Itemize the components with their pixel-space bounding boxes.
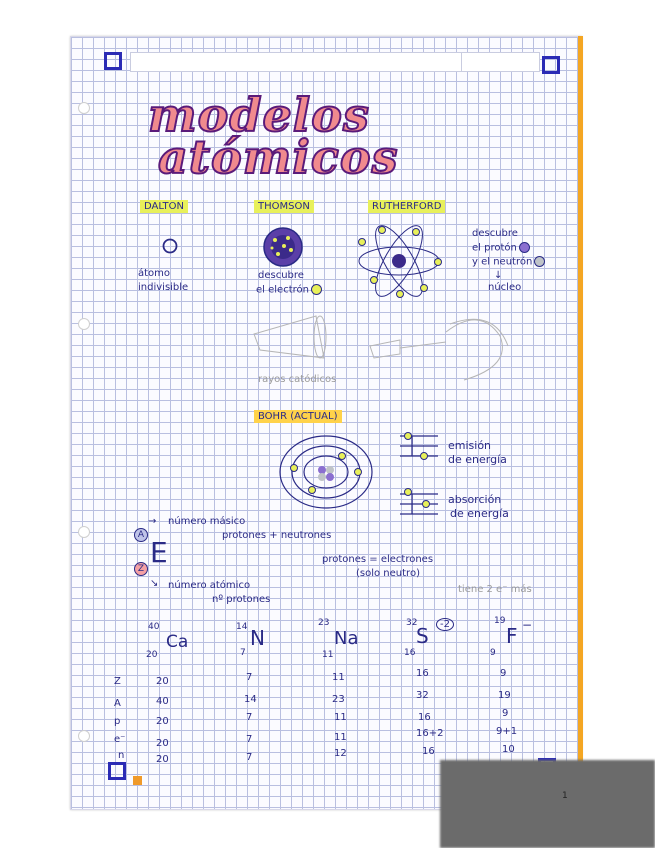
table-cell: 20 <box>156 716 169 727</box>
binder-hole <box>78 730 90 742</box>
neutron-icon <box>534 256 545 267</box>
scan-shadow <box>440 760 655 848</box>
binder-hole <box>78 526 90 538</box>
thomson-desc-2: el electrón <box>256 284 322 297</box>
mass-arrow: → <box>148 516 157 527</box>
table-cell: 10 <box>502 744 515 755</box>
title-line-1: modelos <box>148 88 370 142</box>
table-cell: 9 <box>500 668 507 679</box>
rule-line-2: (solo neutro) <box>356 568 420 579</box>
extra-electron-note: tiene 2 e⁻ más <box>458 584 532 595</box>
dalton-desc-2: indivisible <box>138 282 189 293</box>
rutherford-label: RUTHERFORD <box>368 200 445 213</box>
row-label-a: A <box>114 698 121 709</box>
atomic-number-badge: Z <box>134 562 148 576</box>
thomson-label: THOMSON <box>254 200 314 213</box>
bohr-atom-icon <box>276 432 376 512</box>
row-label-n: n <box>118 750 125 761</box>
table-cell: 14 <box>244 694 257 705</box>
atomic-label-1: número atómico <box>168 580 251 591</box>
dalton-desc-1: átomo <box>138 268 171 279</box>
proton-icon <box>519 242 530 253</box>
title-line-2: atómicos <box>158 130 399 184</box>
binder-hole <box>78 318 90 330</box>
absorption-label-2: de energía <box>450 507 509 520</box>
table-cell: 11 <box>332 672 345 683</box>
electron-icon <box>311 284 322 295</box>
mass-number-badge: A <box>134 528 148 542</box>
rule-line-1: protones = electrones <box>322 554 434 565</box>
table-cell: 16+2 <box>416 728 444 739</box>
table-cell: 11 <box>334 732 347 743</box>
rays-label: rayos catódicos <box>258 374 337 385</box>
table-cell: 16 <box>422 746 435 757</box>
corner-mark-icon <box>108 762 126 780</box>
table-cell: 7 <box>246 672 253 683</box>
mass-label-2: protones + neutrones <box>222 530 332 541</box>
table-cell: 20 <box>156 676 169 687</box>
table-cell: 40 <box>156 696 169 707</box>
table-cell: 20 <box>156 738 169 749</box>
binder-hole <box>78 102 90 114</box>
table-cell: 16 <box>418 712 431 723</box>
emission-label-1: emisión <box>448 439 492 452</box>
orange-square-icon <box>133 776 142 785</box>
table-cell: 12 <box>334 748 347 759</box>
corner-mark-icon <box>542 56 560 74</box>
thomson-atom-icon <box>260 224 306 270</box>
table-cell: 7 <box>246 734 253 745</box>
element-E: E <box>150 536 168 569</box>
table-cell: 23 <box>332 694 345 705</box>
thomson-desc-1: descubre <box>258 270 304 281</box>
rutherford-arrow: ↓ <box>494 270 503 281</box>
row-label-z: Z <box>114 676 121 687</box>
table-cell: 16 <box>416 668 429 679</box>
mass-label-1: número másico <box>168 516 246 527</box>
absorption-label-1: absorción <box>448 493 502 506</box>
bohr-label: BOHR (ACTUAL) <box>254 410 342 423</box>
atomic-label-2: nº protones <box>212 594 271 605</box>
table-cell: 11 <box>334 712 347 723</box>
emission-label-2: de energía <box>448 453 507 466</box>
rutherford-desc-1: descubre <box>472 228 518 239</box>
header-box <box>130 52 540 72</box>
page-number: 1 <box>562 791 568 801</box>
page-edge <box>578 36 583 808</box>
row-label-p: p <box>114 716 121 727</box>
table-cell: 19 <box>498 690 511 701</box>
table-cell: 7 <box>246 712 253 723</box>
table-cell: 9 <box>502 708 509 719</box>
table-cell: 20 <box>156 754 169 765</box>
row-label-e: e⁻ <box>114 734 126 745</box>
rutherford-desc-2: el protón <box>472 242 530 255</box>
rutherford-desc-4: núcleo <box>488 282 522 293</box>
atomic-arrow: ↘ <box>150 578 159 589</box>
dalton-label: DALTON <box>140 200 188 213</box>
corner-mark-icon <box>104 52 122 70</box>
energy-levels-icon <box>398 428 442 532</box>
rutherford-atom-icon <box>354 222 444 300</box>
rutherford-desc-3: y el neutrón <box>472 256 545 269</box>
table-cell: 32 <box>416 690 429 701</box>
table-cell: 7 <box>246 752 253 763</box>
table-cell: 9+1 <box>496 726 518 737</box>
dalton-atom-icon <box>160 236 180 256</box>
